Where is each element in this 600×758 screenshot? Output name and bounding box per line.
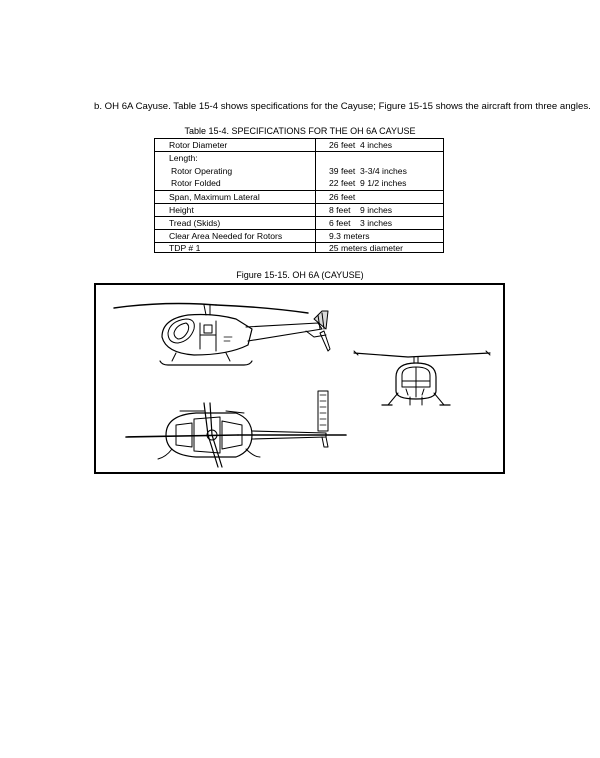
row-value: 25 meters diameter: [329, 243, 404, 253]
table-row: [155, 243, 443, 253]
row-label: Tread (Skids): [169, 218, 221, 228]
row-value: 8 feet 9 inches: [329, 205, 393, 215]
specifications-table: [154, 138, 444, 253]
row-label: TDP # 1: [169, 243, 201, 253]
row-label: Rotor Diameter: [169, 140, 228, 150]
intro-paragraph: b. OH 6A Cayuse. Table 15-4 shows specifications for the Cayuse; Figure 15-15 shows the aircraft from three angles.: [94, 101, 591, 112]
helicopter-top-view: [126, 391, 346, 467]
row-value: 9.3 meters: [329, 231, 370, 241]
table-row-group-length: [155, 152, 443, 191]
row-label: Rotor Folded: [171, 178, 221, 188]
table-row: [155, 204, 443, 217]
helicopter-drawings: [96, 285, 503, 472]
row-value: 6 feet 3 inches: [329, 218, 393, 228]
table-row: [155, 191, 443, 204]
row-label: Span, Maximum Lateral: [169, 192, 260, 202]
figure-box: [94, 283, 505, 474]
table-row: [155, 139, 443, 152]
row-label: Length:: [169, 153, 198, 163]
row-label: Height: [169, 205, 194, 215]
row-value: 26 feet: [329, 192, 356, 202]
row-value: 22 feet 9 1/2 inches: [329, 178, 407, 188]
helicopter-side-view: [114, 304, 330, 366]
row-value: 39 feet 3-3/4 inches: [329, 166, 407, 176]
table-row: [155, 230, 443, 243]
table-row: [155, 217, 443, 230]
figure-caption: Figure 15-15. OH 6A (CAYUSE): [236, 270, 364, 280]
row-value: 26 feet 4 inches: [329, 140, 393, 150]
helicopter-front-view: [354, 351, 490, 405]
row-label: Rotor Operating: [171, 166, 233, 176]
row-label: Clear Area Needed for Rotors: [169, 231, 283, 241]
table-title: Table 15-4. SPECIFICATIONS FOR THE OH 6A CAYUSE: [184, 126, 416, 136]
